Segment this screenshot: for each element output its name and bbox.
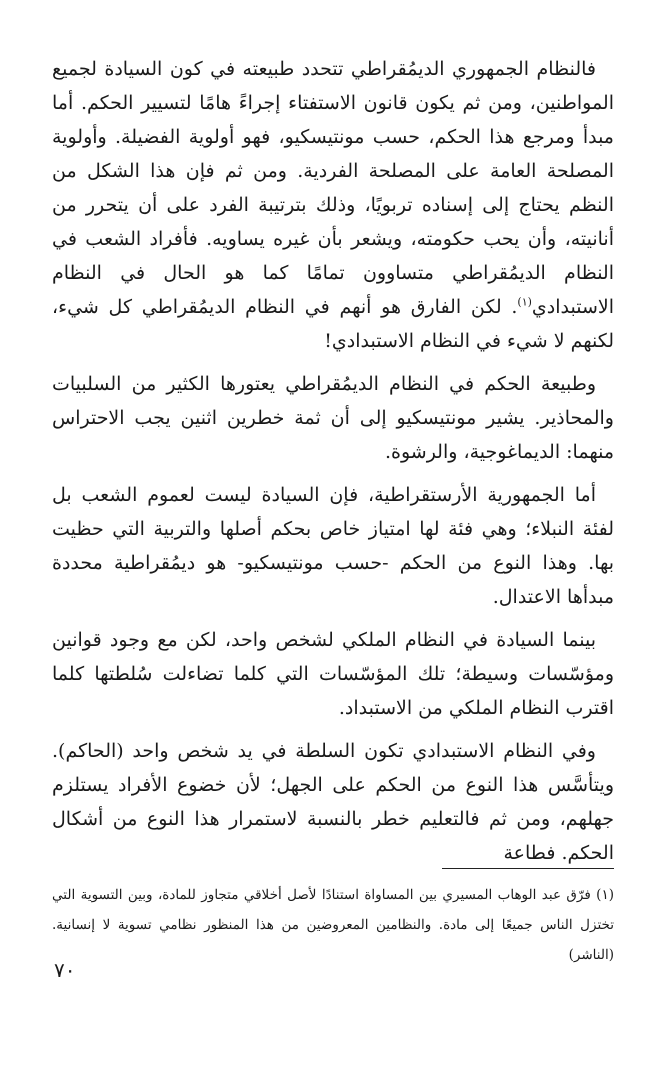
- paragraph-5: وفي النظام الاستبدادي تكون السلطة في يد شخص واحد (الحاكم). ويتأسَّس هذا النوع من الحكم على الجهل؛ لأن خضوع الأفراد يستلزم جهلهم، ومن ثم فالتعليم خطر بالنسبة لاستمرار هذا النوع من أشكال الحكم. فطاعة: [52, 740, 614, 864]
- paragraph-1-tail: . لكن الفارق هو أنهم في النظام الديمُقراطي كل شيء، لكنهم لا شيء في النظام الاستبدادي!: [52, 296, 614, 352]
- paragraph-1-text: فالنظام الجمهوري الديمُقراطي تتحدد طبيعته في كون السيادة لجميع المواطنين، ومن ثم يكون قانون الاستفتاء إجراءً هامًا لتسيير الحكم. أما مبدأ ومرجع هذا الحكم، حسب مونتيسكيو، فهو أولوية الفضيلة. وأولوية المصلحة العامة على المصلحة الفردية. ومن ثم فإن هذا الشكل من النظم يحتاج إلى إسناده تربويًا، وذلك بترتيبة الفرد على أن يتحرر من أنانيته، وأن يحب حكومته، ويشعر بأن غيره يساويه. فأفراد الشعب في النظام الديمُقراطي متساوون تمامًا كما هو الحال في النظام الاستبدادي: [52, 58, 614, 318]
- paragraph-4: بينما السيادة في النظام الملكي لشخص واحد، لكن مع وجود قوانين ومؤسّسات وسيطة؛ تلك المؤسّسات التي كلما تضاءلت سُلطتها كلما اقترب النظام الملكي من الاستبداد.: [52, 629, 614, 719]
- paragraph-3: أما الجمهورية الأرستقراطية، فإن السيادة ليست لعموم الشعب بل لفئة النبلاء؛ وهي فئة لها امتياز خاص بحكم أصلها والتربية التي حظيت بها. وهذا النوع من الحكم -حسب مونتيسكيو- هو ديمُقراطية محددة مبدأها الاعتدال.: [52, 484, 614, 608]
- footnote-divider: [442, 868, 614, 869]
- paragraph-1: [52, 52, 614, 358]
- page-body: [52, 52, 614, 879]
- footnote-marker[interactable]: (١): [517, 295, 532, 309]
- page-number: ٧٠: [54, 958, 76, 982]
- footnote: (١) فرّق عبد الوهاب المسيري بين المساواة استنادًا لأصل أخلاقي متجاوز للمادة، وبين التسوية التي تختزل الناس جميعًا إلى مادة. والنظامين المعروضين من هذا المنظور نظامي تسوية لا إنسانية. (الناشر): [52, 887, 614, 963]
- paragraph-2: وطبيعة الحكم في النظام الديمُقراطي يعتورها الكثير من السلبيات والمحاذير. يشير مونتيسكيو إلى أن ثمة خطرين اثنين يجب الاحتراس منهما: الديماغوجية، والرشوة.: [52, 373, 614, 463]
